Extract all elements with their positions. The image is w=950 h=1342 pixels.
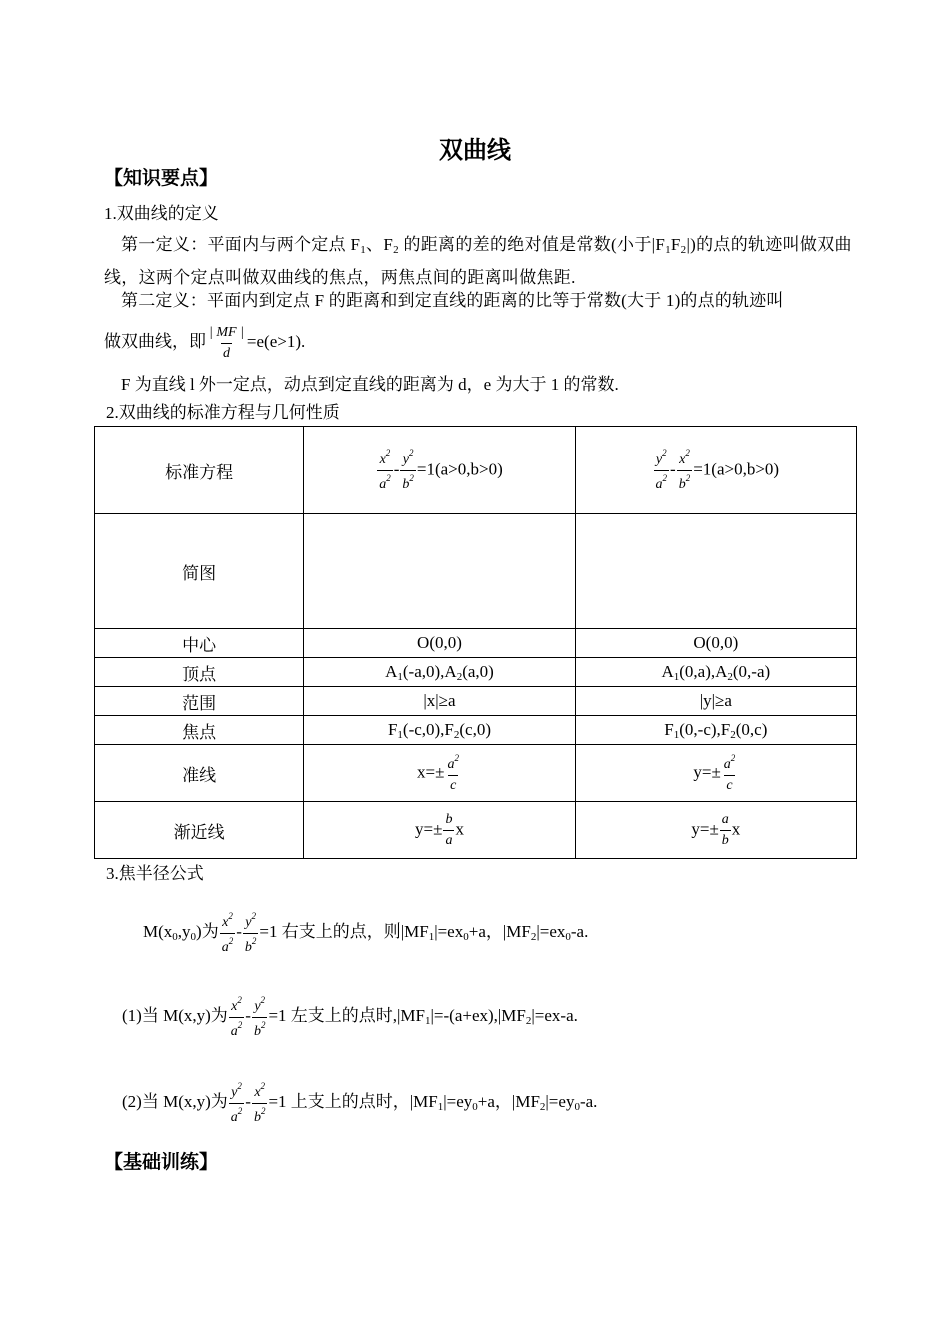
row-label: 顶点 (95, 658, 304, 687)
second-definition-line2: 做双曲线，即 $\frac{| MF |}{d}$ =e(e>1). (104, 324, 306, 361)
sketch-cell-right (575, 514, 856, 629)
equation-y-axis: $\frac{y^2}{a^2}$ - $\frac{x^2}{b^2}$ =1(a>0,b>0) (575, 427, 856, 514)
focal-radius-case-upper-branch: (2)当 M(x,y)为 $\frac{y^2}{a^2}$ - $\frac{x^2}{b^2}$ =1 上支上的点时，$|MF_1|=ey_0+a$，$|MF_2|=ey_0-a$. (122, 1080, 598, 1125)
focal-radius-case-left-branch: (1)当 M(x,y)为 $\frac{x^2}{a^2}$ - $\frac{y^2}{b^2}$ =1 左支上的点时$,|MF_1|=-(a+ex),|MF_2|=ex-a$. (122, 994, 578, 1039)
focal-radius-formula-right: $M(x_0,y_0)$为 $\frac{x^2}{a^2}$ - $\frac{y^2}{b^2}$ =1 右支上的点，则$|MF_1|=ex_0+a$，$|MF_2|=ex_0-a$. (143, 910, 589, 955)
cell-value: $A_1(0,a),A_2(0,-a)$ (575, 658, 856, 687)
cell-value: O(0,0) (575, 629, 856, 658)
row-label: 渐近线 (95, 802, 304, 859)
cell-value: $A_1(-a,0),A_2(a,0)$ (304, 658, 575, 687)
second-definition-line1: 第二定义：平面内到定点 F 的距离和到定直线的距离的比等于常数(大于 1)的点的轨迹叫 (121, 291, 784, 310)
cell-value: y=± $\frac{a^2}{c}$ (575, 745, 856, 802)
cell-value: |y|≥a (575, 687, 856, 716)
row-label: 标准方程 (95, 427, 304, 514)
table-heading: 2.双曲线的标准方程与几何性质 (106, 403, 340, 422)
table-row (95, 658, 857, 687)
table-row (95, 745, 857, 802)
eccentricity-fraction: $\frac{| MF |}{d}$ (209, 324, 244, 361)
second-definition-note: F 为直线 l 外一定点，动点到定直线的距离为 d，e 为大于 1 的常数. (121, 375, 619, 394)
row-label: 准线 (95, 745, 304, 802)
cell-value: O(0,0) (304, 629, 575, 658)
table-row (95, 802, 857, 859)
cell-value: |x|≥a (304, 687, 575, 716)
table-row (95, 427, 857, 514)
page-title: 双曲线 (439, 138, 511, 164)
cell-value: $F_1(-c,0),F_2(c,0)$ (304, 716, 575, 745)
row-label: 焦点 (95, 716, 304, 745)
row-label: 中心 (95, 629, 304, 658)
focal-radius-heading: 3.焦半径公式 (106, 864, 204, 883)
equation-x-axis: $\frac{x^2}{a^2}$ - $\frac{y^2}{b^2}$ =1(a>0,b>0) (304, 427, 575, 514)
properties-table (94, 426, 857, 859)
definition-heading: 1.双曲线的定义 (104, 204, 219, 223)
first-definition: 第一定义：平面内与两个定点 $F_1$、$F_2$ 的距离的差的绝对值是常数(小于$|F_1F_2|$)的点的轨迹叫做双曲线，这两个定点叫做双曲线的焦点，两焦点间的距离叫做焦距. (104, 235, 852, 287)
table-row (95, 629, 857, 658)
table-row (95, 716, 857, 745)
section-knowledge-heading: 【知识要点】 (104, 168, 219, 189)
cell-value: $F_1(0,-c),F_2(0,c)$ (575, 716, 856, 745)
cell-value: x=± $\frac{a^2}{c}$ (304, 745, 575, 802)
row-label: 范围 (95, 687, 304, 716)
cell-value: y=± $\frac{a}{b}$ x (575, 802, 856, 859)
table-row (95, 514, 857, 629)
sketch-cell-left (304, 514, 575, 629)
section-basic-training-heading: 【基础训练】 (104, 1152, 219, 1173)
cell-value: y=± $\frac{b}{a}$ x (304, 802, 575, 859)
row-label: 简图 (95, 514, 304, 629)
table-row (95, 687, 857, 716)
